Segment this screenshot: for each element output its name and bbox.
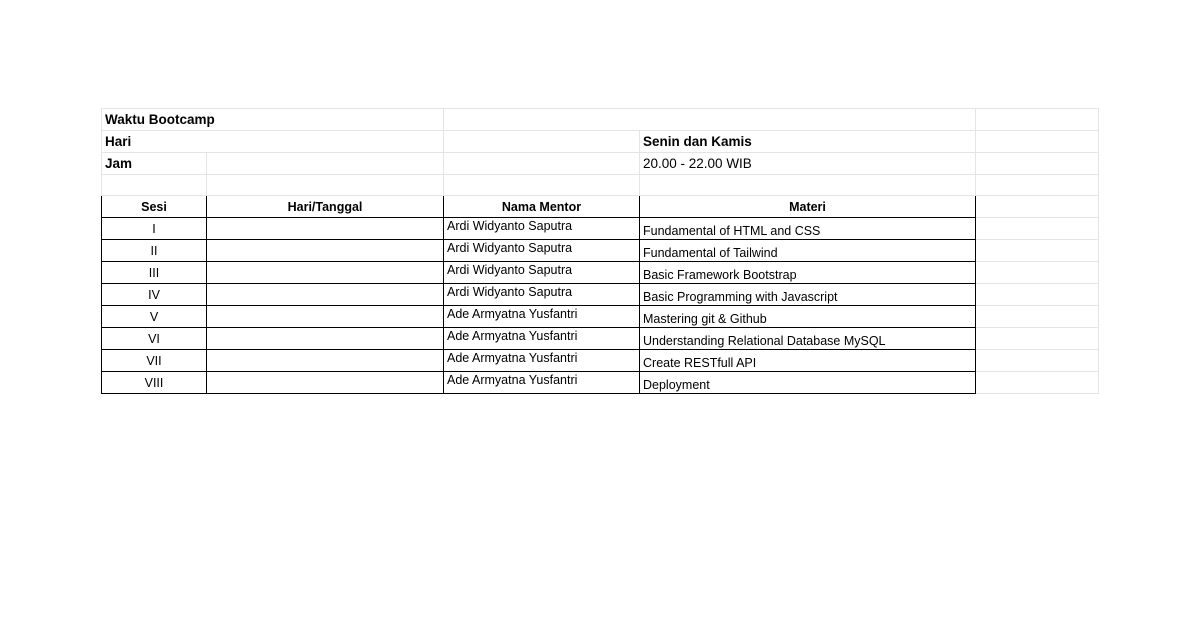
tanggal-cell[interactable] — [207, 350, 444, 372]
empty-cell[interactable] — [444, 153, 640, 175]
table-row — [102, 284, 1099, 306]
tanggal-cell[interactable] — [207, 218, 444, 240]
sesi-cell[interactable]: I — [102, 218, 207, 240]
empty-cell[interactable] — [976, 218, 1099, 240]
materi-cell[interactable]: Deployment — [640, 372, 976, 394]
header-mentor[interactable]: Nama Mentor — [444, 196, 640, 218]
empty-cell[interactable] — [444, 109, 976, 131]
materi-cell[interactable]: Fundamental of HTML and CSS — [640, 218, 976, 240]
table-row — [102, 218, 1099, 240]
sesi-cell[interactable]: III — [102, 262, 207, 284]
tanggal-cell[interactable] — [207, 284, 444, 306]
table-header-row — [102, 196, 1099, 218]
empty-cell[interactable] — [976, 328, 1099, 350]
blank-row — [102, 175, 1099, 196]
empty-cell[interactable] — [976, 284, 1099, 306]
sesi-cell[interactable]: IV — [102, 284, 207, 306]
jam-label-cell[interactable]: Jam — [102, 153, 207, 175]
table-row — [102, 350, 1099, 372]
hari-value-cell[interactable]: Senin dan Kamis — [640, 131, 976, 153]
materi-cell[interactable]: Create RESTfull API — [640, 350, 976, 372]
empty-cell[interactable] — [444, 131, 640, 153]
materi-cell[interactable]: Mastering git & Github — [640, 306, 976, 328]
tanggal-cell[interactable] — [207, 240, 444, 262]
empty-cell[interactable] — [976, 109, 1099, 131]
empty-cell[interactable] — [976, 175, 1099, 196]
materi-cell[interactable]: Basic Programming with Javascript — [640, 284, 976, 306]
mentor-cell[interactable]: Ardi Widyanto Saputra — [444, 284, 640, 306]
empty-cell[interactable] — [102, 175, 207, 196]
tanggal-cell[interactable] — [207, 262, 444, 284]
table-row — [102, 262, 1099, 284]
materi-cell[interactable]: Fundamental of Tailwind — [640, 240, 976, 262]
bootcamp-schedule-sheet — [101, 108, 1099, 394]
sesi-cell[interactable]: VI — [102, 328, 207, 350]
sesi-cell[interactable]: II — [102, 240, 207, 262]
empty-cell[interactable] — [640, 175, 976, 196]
table-row — [102, 240, 1099, 262]
header-materi[interactable]: Materi — [640, 196, 976, 218]
mentor-cell[interactable]: Ade Armyatna Yusfantri — [444, 372, 640, 394]
mentor-cell[interactable]: Ardi Widyanto Saputra — [444, 262, 640, 284]
header-sesi[interactable]: Sesi — [102, 196, 207, 218]
empty-cell[interactable] — [976, 262, 1099, 284]
materi-cell[interactable]: Basic Framework Bootstrap — [640, 262, 976, 284]
empty-cell[interactable] — [976, 153, 1099, 175]
header-tanggal[interactable]: Hari/Tanggal — [207, 196, 444, 218]
sesi-cell[interactable]: V — [102, 306, 207, 328]
table-row — [102, 372, 1099, 394]
mentor-cell[interactable]: Ardi Widyanto Saputra — [444, 240, 640, 262]
hari-label-cell[interactable]: Hari — [102, 131, 444, 153]
tanggal-cell[interactable] — [207, 372, 444, 394]
empty-cell[interactable] — [207, 153, 444, 175]
mentor-cell[interactable]: Ade Armyatna Yusfantri — [444, 350, 640, 372]
empty-cell[interactable] — [976, 131, 1099, 153]
jam-row — [102, 153, 1099, 175]
jam-value-cell[interactable]: 20.00 - 22.00 WIB — [640, 153, 976, 175]
mentor-cell[interactable]: Ardi Widyanto Saputra — [444, 218, 640, 240]
tanggal-cell[interactable] — [207, 328, 444, 350]
title-cell[interactable]: Waktu Bootcamp — [102, 109, 444, 131]
materi-cell[interactable]: Understanding Relational Database MySQL — [640, 328, 976, 350]
empty-cell[interactable] — [976, 196, 1099, 218]
tanggal-cell[interactable] — [207, 306, 444, 328]
sesi-cell[interactable]: VII — [102, 350, 207, 372]
empty-cell[interactable] — [976, 350, 1099, 372]
mentor-cell[interactable]: Ade Armyatna Yusfantri — [444, 306, 640, 328]
empty-cell[interactable] — [976, 372, 1099, 394]
mentor-cell[interactable]: Ade Armyatna Yusfantri — [444, 328, 640, 350]
title-row — [102, 109, 1099, 131]
table-row — [102, 306, 1099, 328]
sesi-cell[interactable]: VIII — [102, 372, 207, 394]
empty-cell[interactable] — [976, 240, 1099, 262]
hari-row — [102, 131, 1099, 153]
empty-cell[interactable] — [207, 175, 444, 196]
table-row — [102, 328, 1099, 350]
empty-cell[interactable] — [976, 306, 1099, 328]
empty-cell[interactable] — [444, 175, 640, 196]
